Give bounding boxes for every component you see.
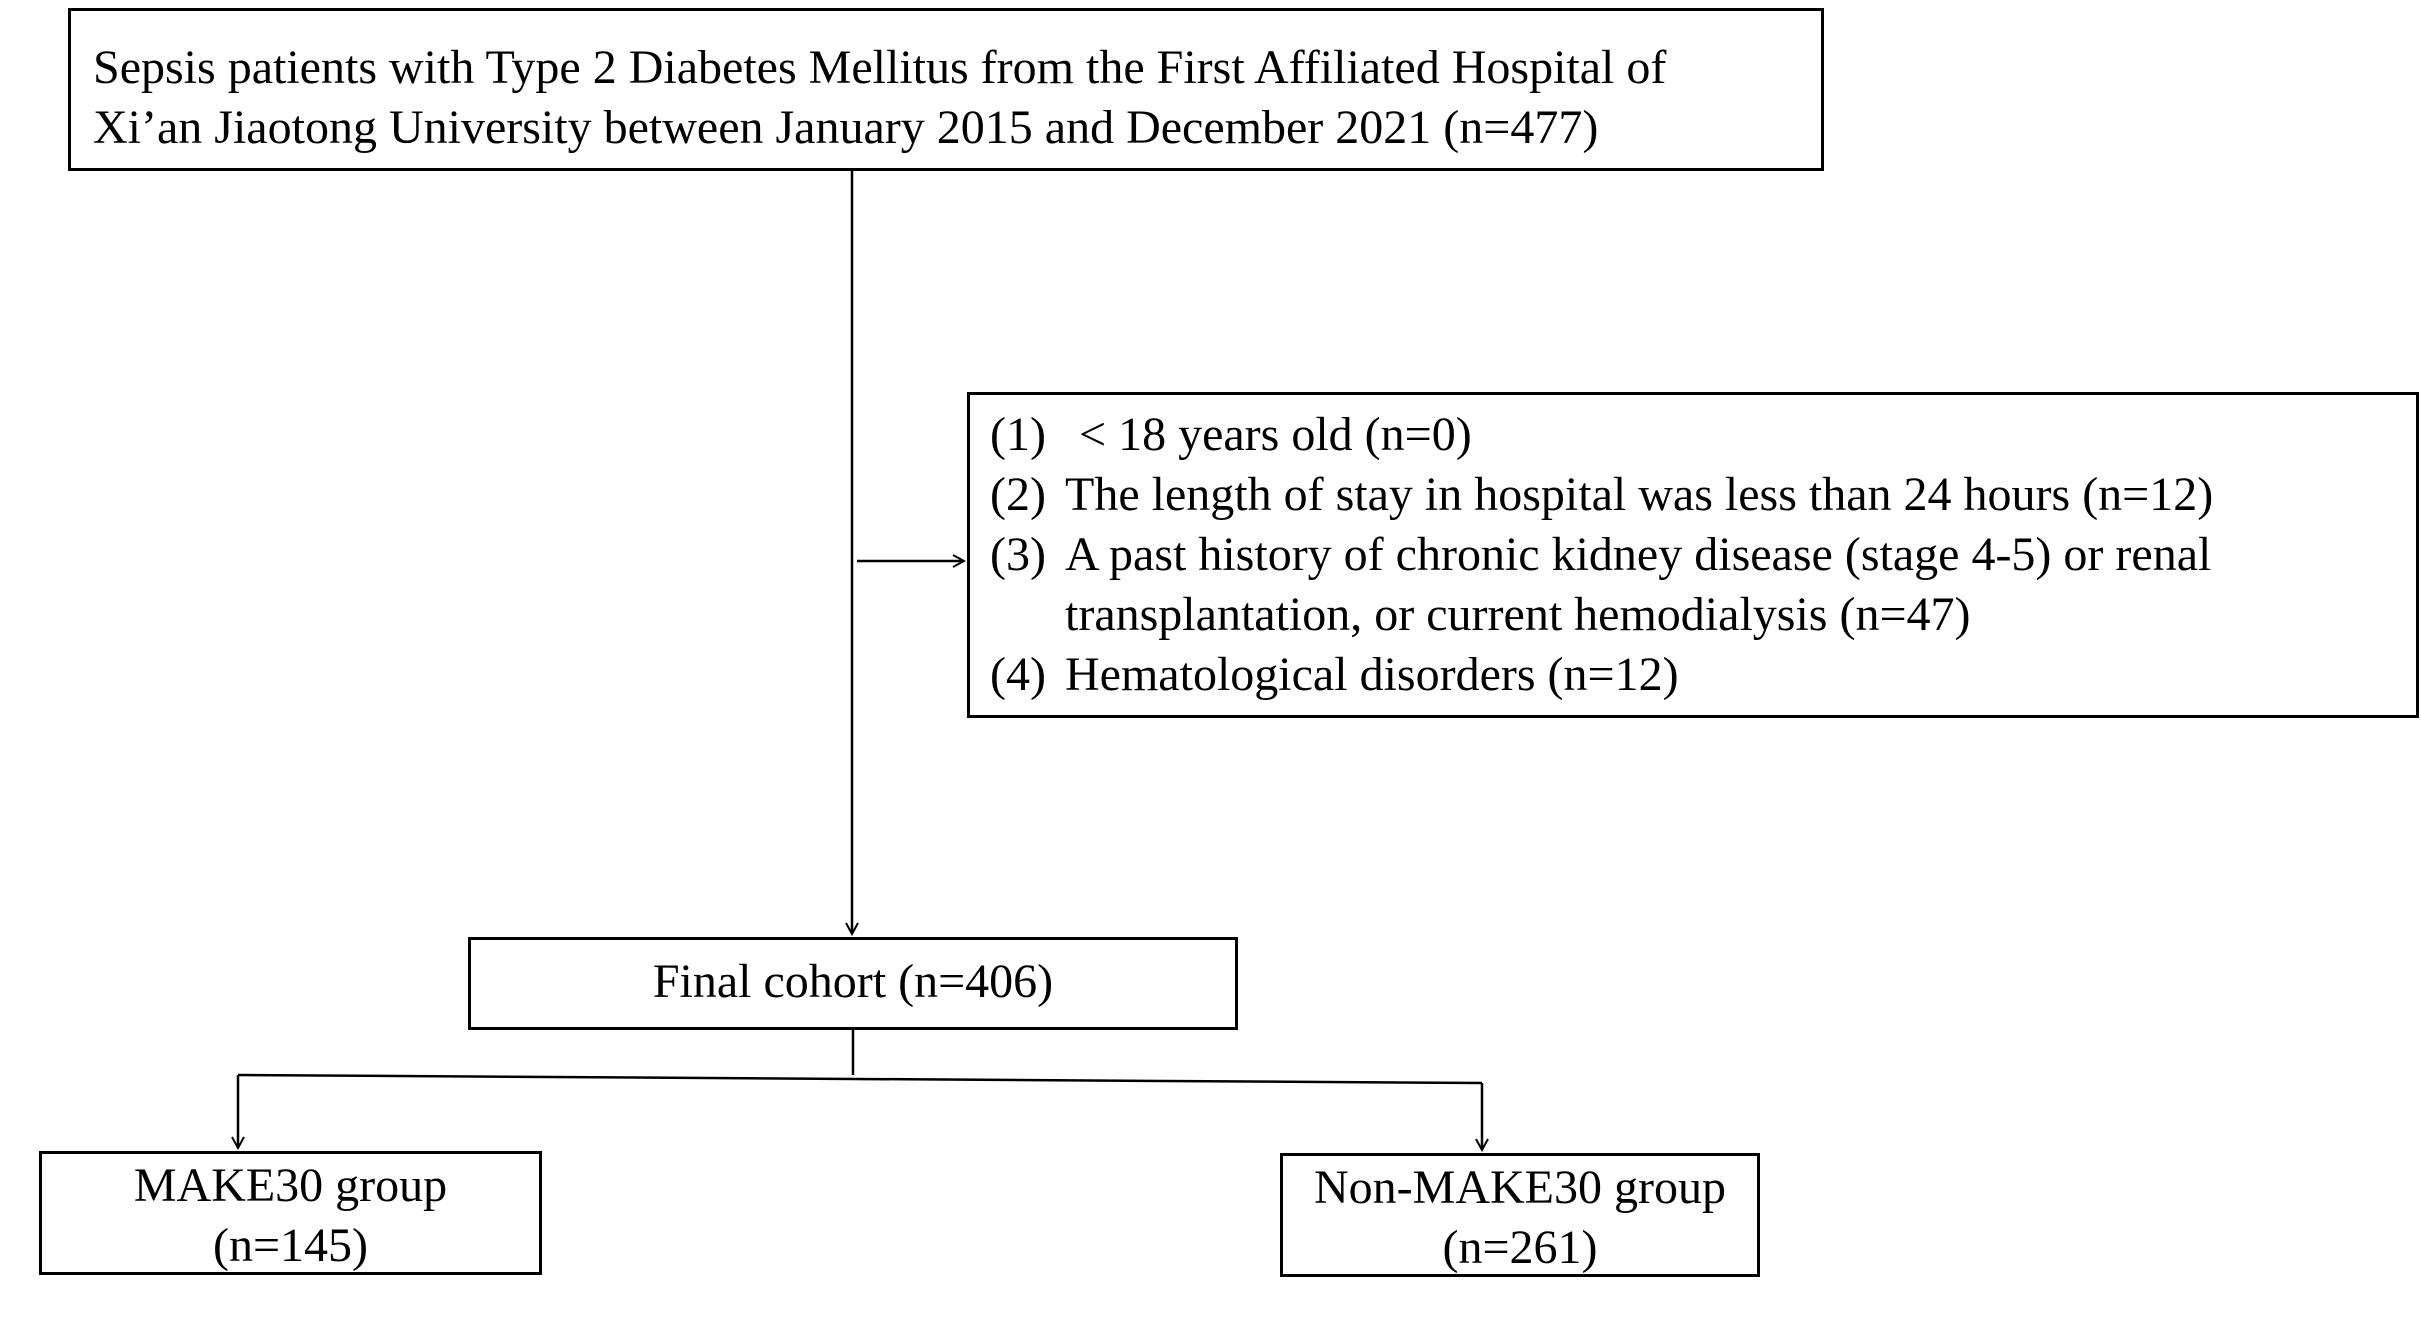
exclusion-item-text: < 18 years old (n=0)	[1079, 408, 1472, 461]
exclusion-item	[990, 645, 2416, 705]
exclusion-item-number: (1)	[990, 408, 1046, 461]
exclusion-item-text: A past history of chronic kidney disease (stage 4-5) or renal	[1065, 528, 2212, 581]
exclusion-criteria-box	[967, 392, 2419, 718]
exclusion-item-text: The length of stay in hospital was less than 24 hours (n=12)	[1065, 468, 2214, 521]
exclusion-item-number: (2)	[990, 468, 1046, 521]
source-text-line-1: Sepsis patients with Type 2 Diabetes Mellitus from the First Affiliated Hospital of	[93, 41, 1667, 94]
make30-group-box	[39, 1151, 542, 1275]
exclusion-item-number: (3)	[990, 528, 1046, 581]
exclusion-item-text: Hematological disorders (n=12)	[1065, 648, 1679, 701]
exclusion-item-number: (4)	[990, 648, 1046, 701]
exclusion-item	[990, 465, 2416, 525]
non-make30-group-label: Non-MAKE30 group	[1314, 1161, 1726, 1214]
final-cohort-label: Final cohort (n=406)	[652, 955, 1054, 1008]
exclusion-item	[990, 405, 2416, 465]
source-text-line-2: Xi’an Jiaotong University between January 2015 and December 2021 (n=477)	[93, 101, 1599, 154]
non-make30-group-box	[1280, 1153, 1760, 1277]
exclusion-item	[990, 525, 2416, 645]
make30-group-count: (n=145)	[212, 1219, 369, 1272]
exclusion-item-text-continued: transplantation, or current hemodialysis (n=47)	[1065, 588, 1971, 641]
source-population-box	[68, 8, 1824, 171]
non-make30-group-count: (n=261)	[1442, 1221, 1598, 1274]
connector-split-horizontal	[238, 1075, 1482, 1083]
final-cohort-box	[468, 937, 1238, 1030]
make30-group-label: MAKE30 group	[133, 1159, 448, 1212]
